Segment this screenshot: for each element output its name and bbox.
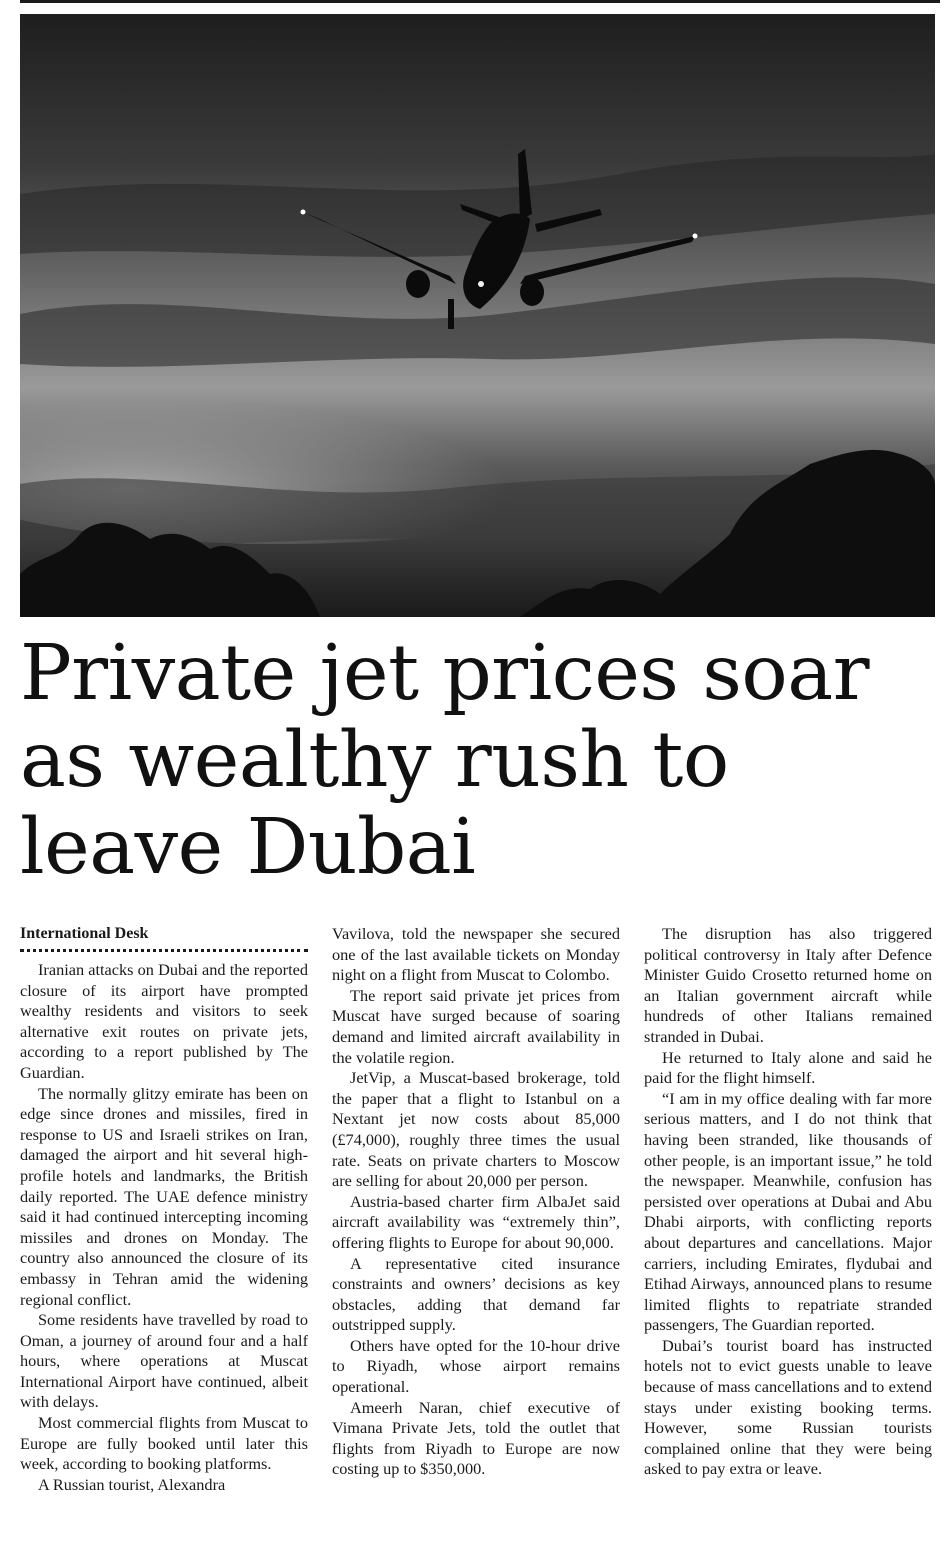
paragraph: Iranian attacks on Dubai and the reported closure of its airport have prompted wealthy residents and visitors to seek alternative exit routes on private jets, according to a report published by The Guardian.	[20, 960, 308, 1082]
paragraph: The normally glitzy emirate has been on edge since drones and missiles, fired in response to US and Israeli strikes on Iran, damaged the airport and hit several high-profile hotels and landmarks, the British daily reported. The UAE defence ministry said it had continued intercepting incoming missiles and drones on Monday. The country also announced the closure of its embassy in Tehran amid the widening regional conflict.	[20, 1083, 308, 1309]
byline: International Desk	[20, 924, 308, 952]
column-2	[332, 924, 620, 1554]
paragraph: Vavilova, told the newspaper she secured one of the last available tickets on Monday night on a flight from Muscat to Colombo.	[332, 924, 620, 985]
paragraph: The report said private jet prices from Muscat have surged because of soaring demand and limited aircraft availability in the volatile region.	[332, 985, 620, 1067]
paragraph: JetVip, a Muscat-based brokerage, told the paper that a flight to Istanbul on a Nextant jet now costs about 85,000 (£74,000), roughly three times the usual rate. Seats on private charters to Moscow are selling for about 20,000 per person.	[332, 1068, 620, 1191]
paragraph: He returned to Italy alone and said he paid for the flight himself.	[644, 1047, 932, 1088]
paragraph: Ameerh Naran, chief executive of Vimana Private Jets, told the outlet that flights from Riyadh to Europe are now costing up to $350,000.	[332, 1397, 620, 1479]
article-photo	[20, 14, 935, 617]
paragraph: Dubai’s tourist board has instructed hotels not to evict guests unable to leave because of mass cancellations and to extend stays under existing booking terms. However, some Russian tourists complained online that they were being asked to pay extra or leave.	[644, 1335, 932, 1479]
airplane-night-sky-image	[20, 14, 935, 617]
paragraph: A Russian tourist, Alexandra	[38, 1474, 226, 1494]
column-1	[20, 924, 308, 1554]
headline: Private jet prices soar as wealthy rush to leave Dubai	[20, 629, 869, 892]
top-rule	[20, 0, 940, 3]
paragraph: Some residents have travelled by road to Oman, a journey of around four and a half hours, where operations at Muscat International Airport have continued, albeit with delays.	[20, 1310, 308, 1412]
paragraph: A representative cited insurance constraints and owners’ decisions as key obstacles, adding that demand far outstripped supply.	[332, 1253, 620, 1335]
paragraph: The disruption has also triggered political controversy in Italy after Defence Minister Guido Crosetto returned home on an Italian government aircraft while hundreds of other Italians remained stranded in Dubai.	[644, 924, 932, 1046]
paragraph: “I am in my office dealing with far more serious matters, and I do not think that having been stranded, like thousands of other people, is an important issue,” he told the newspaper. Meanwhile, confusion has persisted over operations at Dubai and Abu Dhabi airports, with conflicting reports about departures and cancellations. Major carriers, including Emirates, flydubai and Etihad Airways, announced plans to resume limited flights to repatriate stranded passengers, The Guardian reported.	[644, 1088, 932, 1335]
paragraph: Most commercial flights from Muscat to Europe are fully booked until later this week, according to booking platforms.	[20, 1413, 308, 1474]
article-body	[20, 924, 935, 1554]
paragraph: Others have opted for the 10-hour drive to Riyadh, whose airport remains operational.	[332, 1335, 620, 1397]
column-3	[644, 924, 932, 1554]
paragraph: Austria-based charter firm AlbaJet said aircraft availability was “extremely thin”, offering flights to Europe for about 90,000.	[332, 1191, 620, 1252]
